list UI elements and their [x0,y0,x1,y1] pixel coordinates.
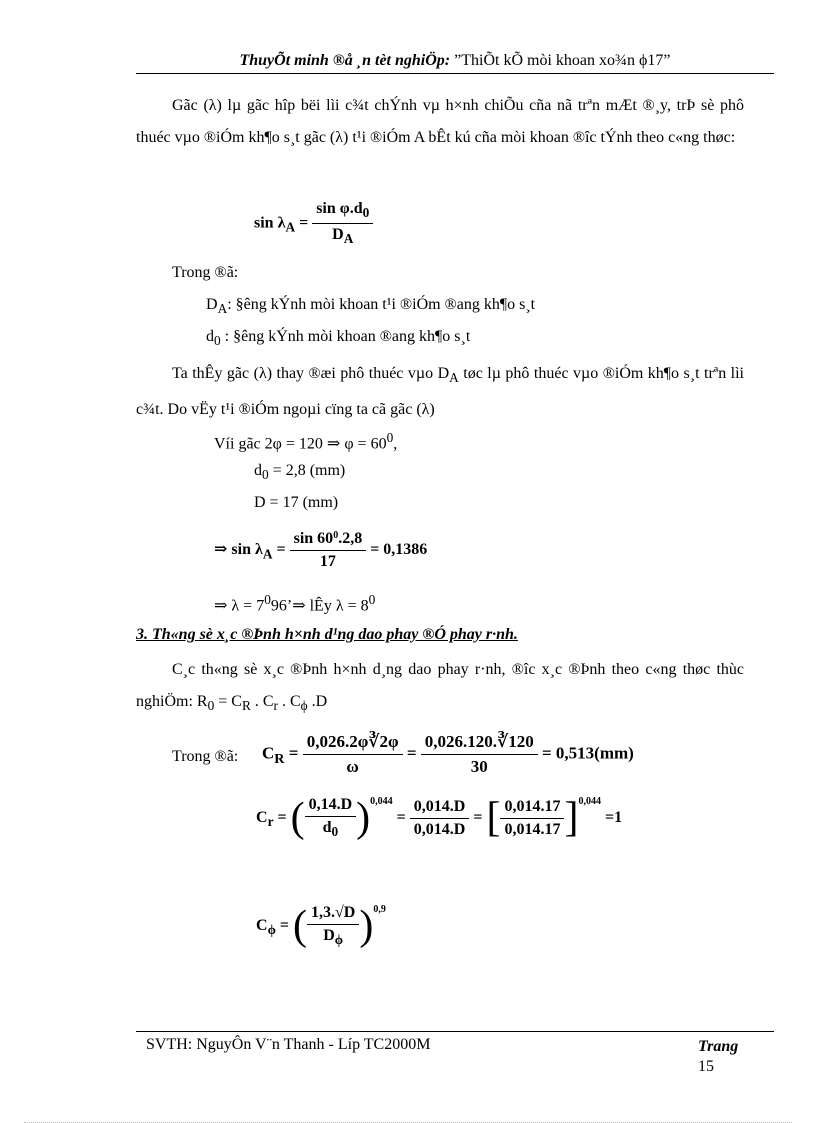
formula-lhs-sub: A [285,219,296,235]
crr-num2: 0,014.D [410,798,470,819]
p3-subR: R [241,698,251,714]
formula-cphi: $C_\phi$ = ( $\frac{1,3.√D}{D_\phi}$ )$^{0,9}$ [256,903,386,950]
cr-fraction-2 [421,732,538,777]
lambda-result [214,592,375,615]
footer-page-label: Trang [698,1038,739,1055]
p2-rest: tøc lµ phô thuéc vµo ®iÓm kh¶o s¸t trªn lìi c¾t. Do vËy t¹i ®iÓm ngoµi cïng ta cã gãc (λ) [136,365,745,419]
cr-result: = 0,513(mm) [541,743,634,763]
crr-num1: 0,14.D [305,796,357,817]
da-text: : §êng kÝnh mòi khoan t¹i ®iÓm ®ang kh¶o s¸t [227,296,536,313]
formula2-fraction [290,530,367,571]
formula-cr: $C_R$ = $\frac{0,026.2\varphi∛2\varphi}{\omega}$ = $\frac{0,026.120.∛120}{30}$ = 0,513(mm) [262,732,634,776]
paragraph-lambda-variation [136,358,744,426]
given-d0-symbol: d [254,462,262,479]
cr-lhs-sub: R [274,750,285,767]
d0-symbol: d [206,328,214,345]
cr-lhs: C [262,743,275,763]
p3-subr: r [273,698,278,714]
p3-end: .D [307,693,328,710]
d0-text: : §êng kÝnh mòi khoan ®ang kh¶o s¸t [220,328,471,345]
cphi-fraction [307,904,359,948]
lambda-deg2: 0 [368,592,376,607]
formula-cr-small: $C_r$ = ( $\frac{0,14.D}{d_0}$ )$^{0,044}$ = $\frac{0,014.D}{0,014.D}$ = [ $\frac{0,014.17}{0,014.17}$ ]$^{0,044}$ =1 [256,795,623,842]
paragraph-cutter-params [136,654,744,722]
cr-num1: 0,026.2φ∛2φ [303,732,403,755]
trong-do-label-2: Trong ®ã: [172,748,239,765]
cphi-num: 1,3.√D [307,904,359,925]
given-angle-text: Víi gãc 2φ = 120 ⇒ φ = 60 [214,435,387,453]
crr-lhs: C [256,808,268,826]
da-sub: A [217,301,228,317]
definition-da [206,296,535,317]
d0-sub: 0 [214,333,221,349]
section-heading: 3. Th«ng sè x¸c ®Þnh h×nh d¹ng dao phay ®Ó phay r·nh. [136,626,518,643]
crr-den1-sub: 0 [331,824,339,840]
formula-denominator-sub: A [343,231,354,247]
lambda-result-b: 96’⇒ lÊy λ = 8 [270,597,369,615]
header-title-bold: ThuyÕt minh ®å ¸n tèt nghiÖp: [239,52,451,69]
given-angle [214,430,397,453]
formula2-den: 17 [319,553,336,570]
formula2-lhs: ⇒ sin λ [214,541,263,559]
cr-den1: ω [346,757,359,776]
given-d0-value: = 2,8 (mm) [268,462,346,479]
cphi-lhs: C [256,916,268,934]
formula2-lhs-sub: A [262,546,273,562]
formula-lhs: sin λ [254,214,286,232]
crr-den3: 0,014.17 [504,820,561,838]
given-angle-comma: , [393,435,398,453]
crr-result: =1 [604,808,623,826]
cr-den2: 30 [470,757,488,776]
crr-fraction-1 [305,796,357,840]
formula-numerator: sin φ.d [316,200,363,217]
footer-rule [136,1031,774,1032]
crr-fraction-2 [410,798,470,839]
formula2-num: sin 60 [293,530,334,547]
cphi-exp: 0,9 [373,904,386,915]
formula2-num-rest: .2,8 [338,530,363,547]
formula-denominator: D [332,226,344,244]
cphi-lhs-sub: ϕ [267,921,276,937]
crr-den1: d [322,819,332,836]
p3-text: C¸c th«ng sè x¸c ®Þnh h×nh d¸ng dao phay r·nh, ®îc x¸c ®Þnh theo c«ng thøc thùc nghiÖm: R [136,661,744,710]
p3-mid3: . C [277,693,301,710]
lambda-result-a: ⇒ λ = 7 [214,597,265,615]
da-symbol: D [206,296,218,313]
crr-fraction-3 [500,798,564,839]
formula-sin-lambda: $\sin \lambda_A$ = $\frac{\sin \varphi.d_0}{D_A}$ [254,200,373,247]
p2-start: Ta thÊy gãc (λ) thay ®æi phô thuéc vµo D [172,365,450,382]
p2-sub: A [449,370,459,386]
cphi-den: D [323,927,335,944]
cr-num2: 0,026.120.∛120 [421,732,538,755]
formula-fraction [312,200,373,247]
given-d0-sub: 0 [262,467,269,483]
crr-exp: 0,044 [370,796,393,807]
p3-subphi: ϕ [300,698,308,714]
lambda-deg: 0 [264,592,271,607]
p3-sub0: 0 [207,698,215,714]
crr-num3: 0,014.17 [500,798,564,819]
header-rule [136,73,774,74]
p3-mid2: . C [250,693,274,710]
given-d0 [254,462,345,483]
formula2-result: = 0,1386 [370,541,428,559]
footer-page-number: 15 [698,1058,714,1075]
crr-lhs-sub: r [267,813,274,829]
page-header [136,52,774,70]
footer-author: SVTH: NguyÔn V¨n Thanh - Líp TC2000M [146,1036,431,1053]
formula2-num-sup: 0 [333,530,339,541]
paragraph-lambda-definition: Gãc (λ) lµ gãc hîp bëi lìi c¾t chÝnh vµ h×nh chiÕu cña nã trªn mÆt ®¸y, trÞ sè phô thuéc vµo ®iÓm kh¶o s¸t gãc (λ) t¹i ®iÓm A bÊt kú cña mòi khoan ®îc tÝnh theo c«ng thøc: [136,97,744,146]
crr-exp2: 0,044 [578,796,601,807]
formula-numerator-sub: 0 [362,205,370,221]
formula-sin-lambda-numeric: ⇒ $\sin \lambda_A$ = $\frac{\sin 60^0.2,8}{17}$ = 0,1386 [214,530,428,570]
definition-d0 [206,328,470,349]
header-title-normal: ”ThiÕt kÕ mòi khoan xo¾n ϕ17” [450,52,671,69]
trong-do-label: Trong ®ã: [172,264,239,281]
given-angle-deg: 0 [386,430,394,445]
given-D: D = 17 (mm) [254,494,339,511]
cr-fraction-1 [303,732,403,777]
cphi-den-sub: ϕ [334,932,344,948]
crr-den2: 0,014.D [413,820,466,838]
p3-mid1: = C [214,693,242,710]
